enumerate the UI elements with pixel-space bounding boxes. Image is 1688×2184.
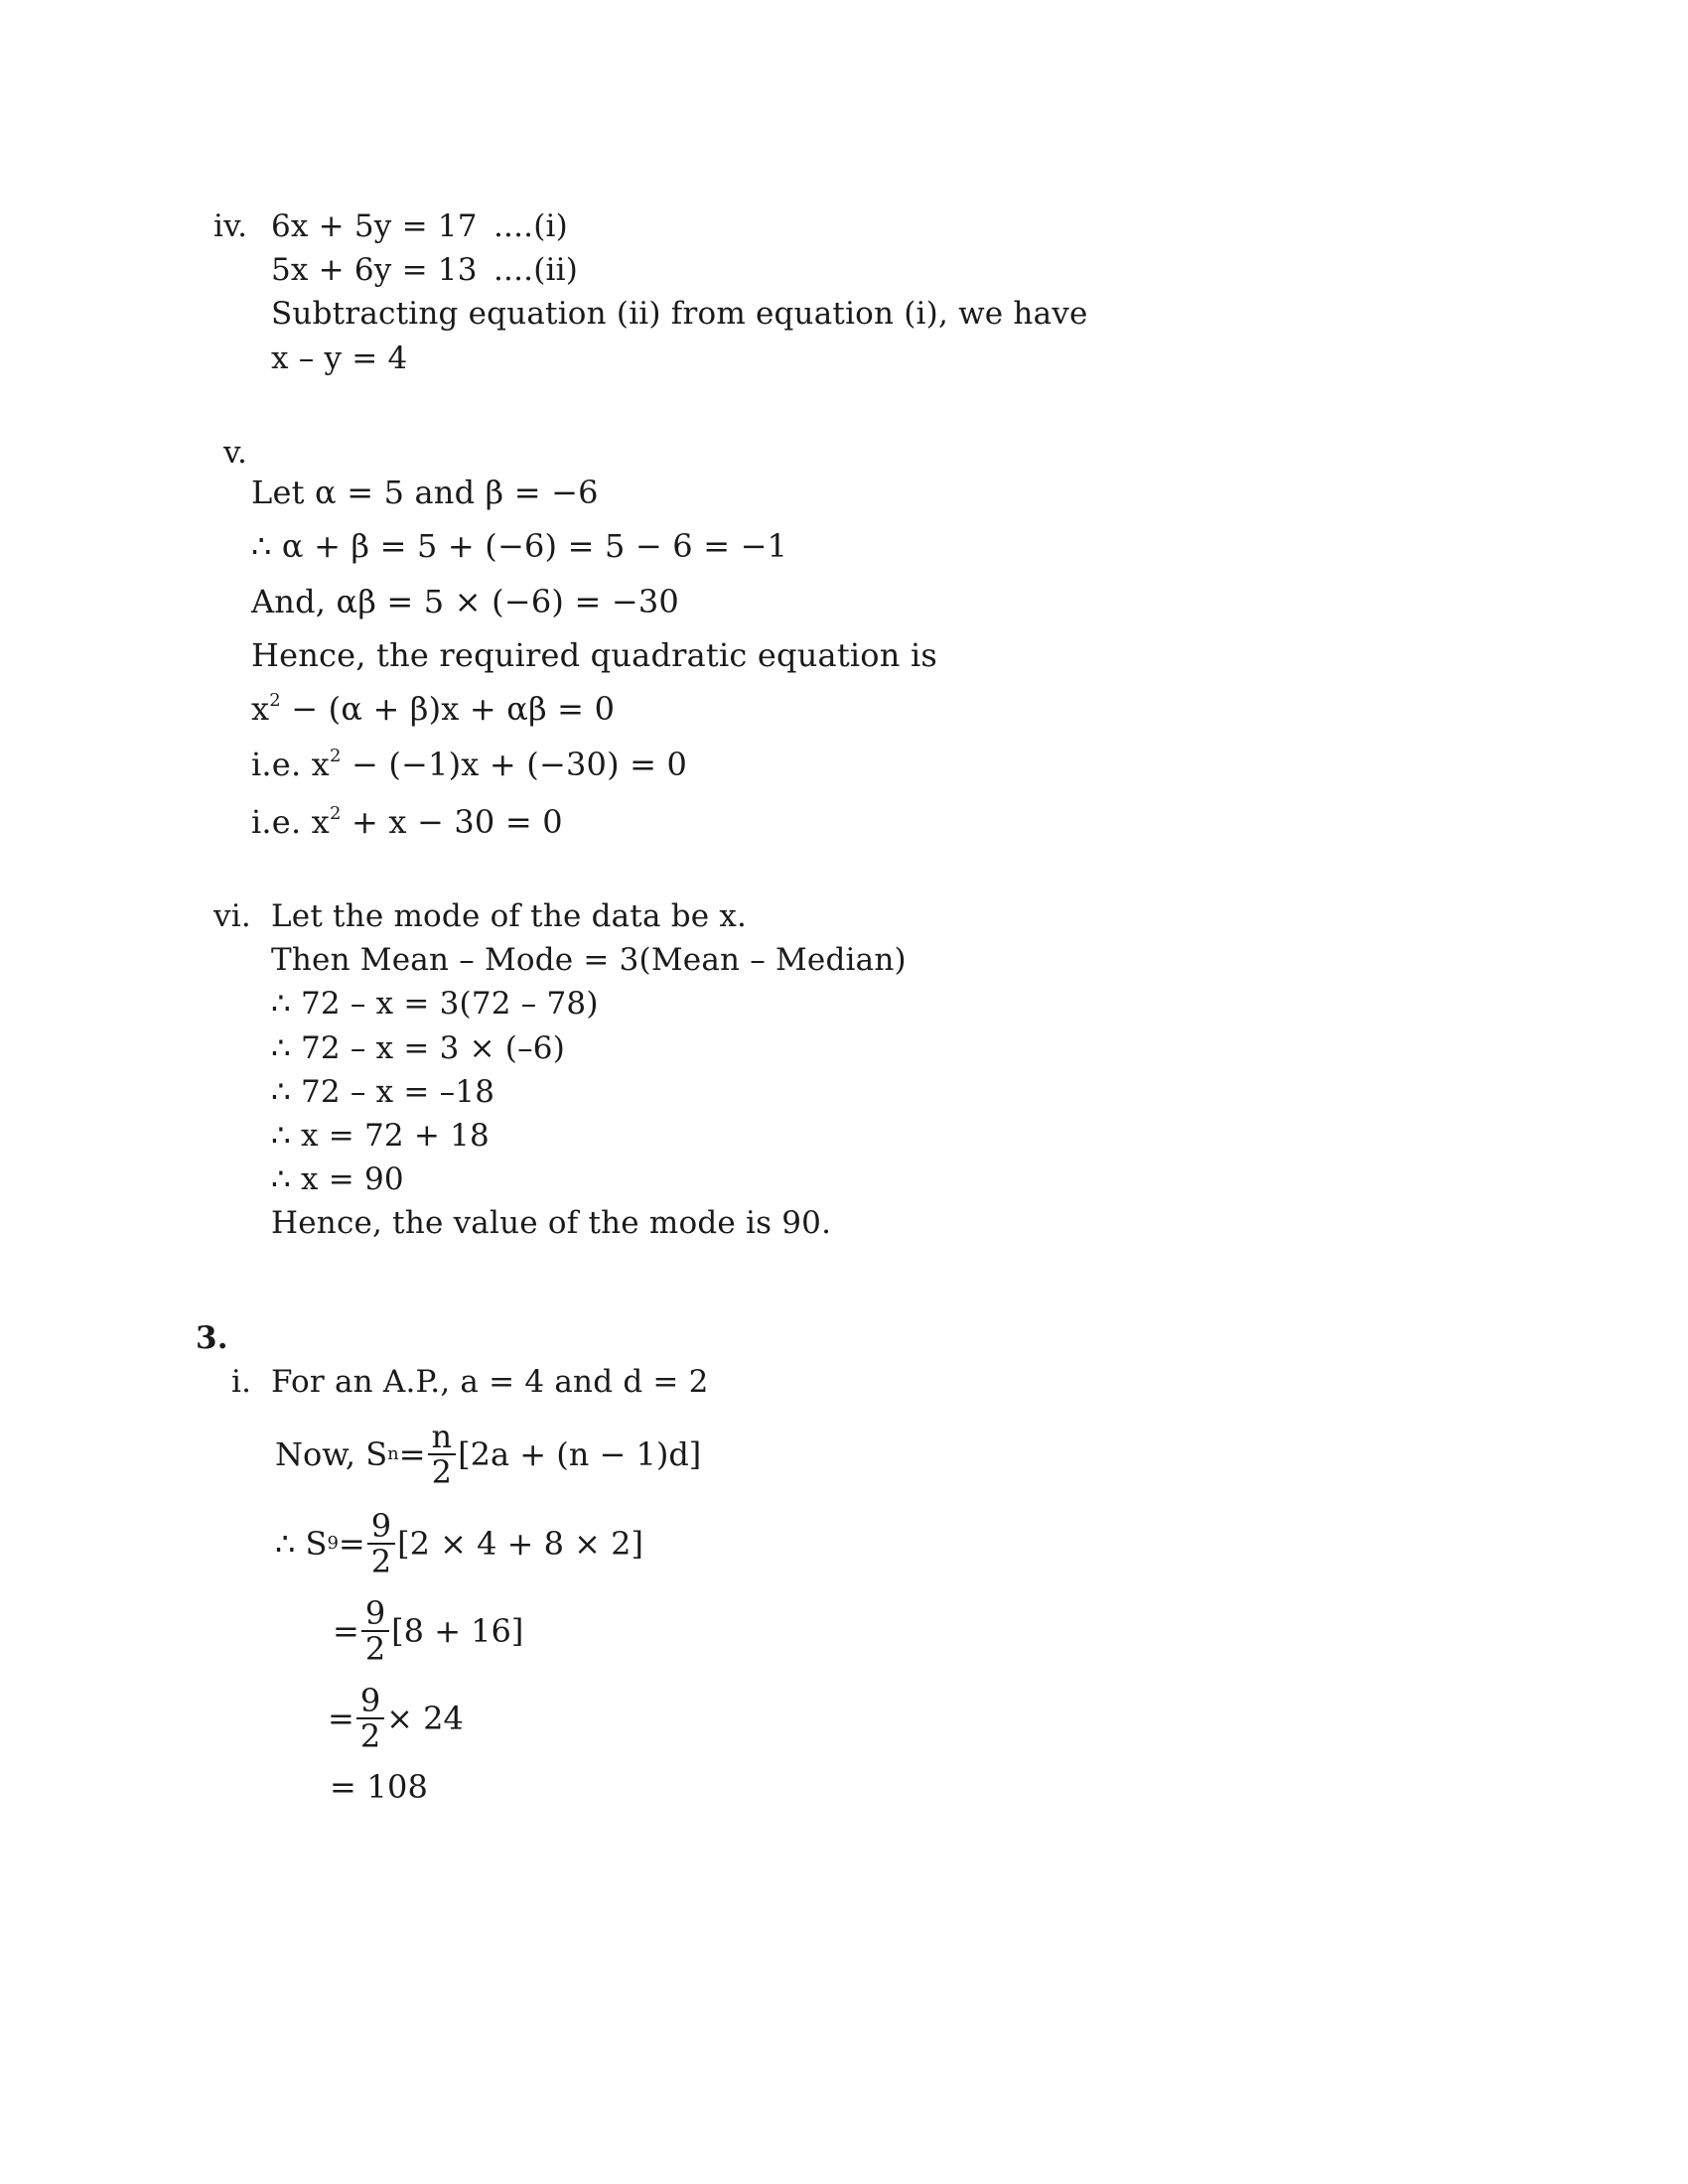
item-label-iv: iv. <box>213 208 248 244</box>
result-text: x – y = 4 <box>271 341 408 376</box>
fraction: $\frac{9}{2}$ <box>361 1596 389 1666</box>
fraction: $\frac{n}{2}$ <box>428 1420 457 1489</box>
s9-step-3: = $\frac{9}{2}$ × 24 <box>328 1682 464 1755</box>
equation-2-ref: ....(ii) <box>493 252 579 288</box>
step-text: Subtracting equation (ii) from equation (i), we have <box>271 296 1088 332</box>
i-line-1: For an A.P., a = 4 and d = 2 <box>271 1364 709 1400</box>
s9-result: = 108 <box>330 1768 429 1806</box>
vi-line-7: ∴ x = 90 <box>271 1161 404 1197</box>
v-line-1: Let α = 5 and β = −6 <box>251 474 599 511</box>
v-line-3: And, αβ = 5 × (−6) = −30 <box>251 583 679 620</box>
vi-line-2: Then Mean – Mode = 3(Mean – Median) <box>271 942 907 978</box>
v-line-7: i.e. $x^2 + x - 30 = 0$ <box>251 803 563 841</box>
equation-1-ref: ....(i) <box>493 208 568 244</box>
v-line-2: ∴ α + β = 5 + (−6) = 5 − 6 = −1 <box>251 527 788 565</box>
vi-line-4: ∴ 72 – x = 3 × (–6) <box>271 1030 566 1066</box>
s9-step-2: = $\frac{9}{2}$ [8 + 16] <box>333 1594 524 1668</box>
vi-line-8: Hence, the value of the mode is 90. <box>271 1205 832 1241</box>
vi-line-3: ∴ 72 – x = 3(72 – 78) <box>271 986 599 1022</box>
item-label-i: i. <box>231 1364 252 1400</box>
equation-1: 6x + 5y = 17 <box>271 208 478 244</box>
equation-2: 5x + 6y = 13 <box>271 252 478 288</box>
s9-line: ∴ S 9 = $\frac{9}{2}$ [2 × 4 + 8 × 2] <box>275 1507 643 1580</box>
v-line-4: Hence, the required quadratic equation is <box>251 636 938 674</box>
fraction: $\frac{9}{2}$ <box>367 1509 395 1578</box>
v-line-6: i.e. $x^2 - (-1)x + (-30) = 0$ <box>251 746 688 783</box>
v-line-5: $x^2 - (\alpha + \beta)x + \alpha\beta = 0$ <box>251 690 616 728</box>
vi-line-1: Let the mode of the data be x. <box>271 898 748 934</box>
fraction: $\frac{9}{2}$ <box>356 1684 384 1753</box>
item-label-vi: vi. <box>213 898 251 934</box>
vi-line-6: ∴ x = 72 + 18 <box>271 1118 490 1154</box>
sum-formula: Now, S n = $\frac{n}{2}$ [2a + (n − 1)d] <box>275 1418 702 1491</box>
item-label-v: v. <box>223 435 248 471</box>
vi-line-5: ∴ 72 – x = –18 <box>271 1074 495 1110</box>
question-number-3: 3. <box>196 1320 228 1356</box>
